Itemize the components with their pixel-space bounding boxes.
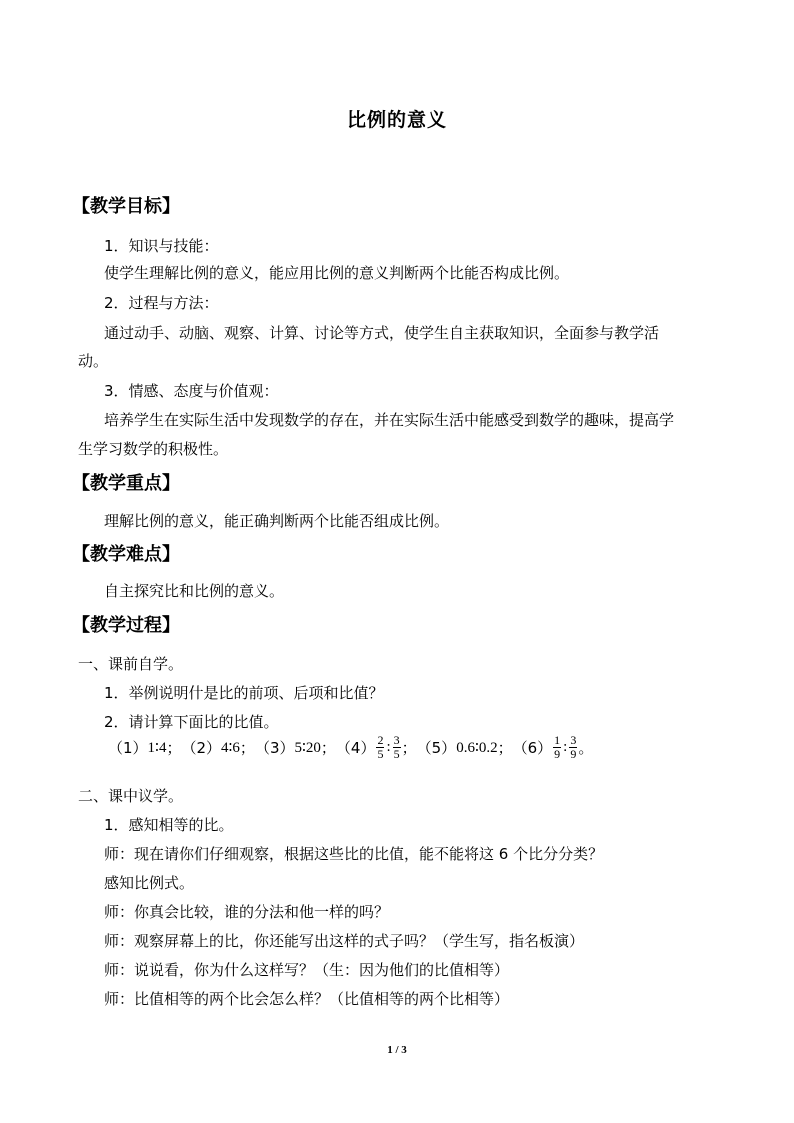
ratio-separator: ； bbox=[401, 739, 417, 757]
ratio-separator: ； bbox=[239, 739, 255, 757]
part2-item1: 1．感知相等的比。 bbox=[104, 816, 234, 834]
difficult-text: 自主探究比和比例的意义。 bbox=[104, 582, 285, 600]
ratio-end-mark: 。 bbox=[578, 739, 594, 757]
ratio-list bbox=[108, 734, 593, 761]
ratio1-value: 1∶4 bbox=[147, 740, 167, 756]
page-number: 1 / 3 bbox=[387, 1044, 407, 1056]
ratio-colon: : bbox=[563, 739, 568, 755]
numerator: 3 bbox=[393, 733, 400, 747]
part1-question2: 2．请计算下面比的比值。 bbox=[104, 713, 279, 731]
ratio5-label: （5） bbox=[416, 739, 457, 757]
ratio-colon: : bbox=[386, 739, 391, 755]
numerator: 2 bbox=[377, 733, 384, 747]
dialog-line: 师：比值相等的两个比会怎么样？（比值相等的两个比相等） bbox=[104, 990, 510, 1008]
goal1-label: 1．知识与技能： bbox=[104, 237, 219, 255]
numerator: 3 bbox=[570, 733, 577, 747]
ratio5-value: 0.6∶0.2 bbox=[456, 740, 498, 756]
ratio3-value: 5∶20 bbox=[294, 740, 321, 756]
key-heading: 【教学重点】 bbox=[72, 473, 180, 494]
ratio4-fraction-left bbox=[376, 734, 384, 761]
part1-question1: 1．举例说明什是比的前项、后项和比值？ bbox=[104, 684, 384, 702]
ratio2-label: （2） bbox=[181, 739, 222, 757]
key-text: 理解比例的意义，能正确判断两个比能否组成比例。 bbox=[104, 512, 450, 530]
ratio3-label: （3） bbox=[254, 739, 295, 757]
dialog-line: 师：现在请你们仔细观察，根据这些比的比值，能不能将这 6 个比分分类？ bbox=[104, 845, 604, 863]
dialog-line: 师：你真会比较，谁的分法和他一样的吗？ bbox=[104, 903, 390, 921]
ratio1-label: （1） bbox=[108, 739, 148, 757]
denominator: 9 bbox=[554, 747, 561, 761]
goal3-text: 培养学生在实际生活中发现数学的存在，并在实际生活中能感受到数学的趣味，提高学 bbox=[104, 411, 675, 429]
difficult-heading: 【教学难点】 bbox=[72, 544, 180, 565]
part1-title: 一、课前自学。 bbox=[78, 655, 184, 673]
dialog-line: 师：观察屏幕上的比，你还能写出这样的式子吗？（学生写，指名板演） bbox=[104, 932, 585, 950]
ratio6-fraction-right bbox=[569, 734, 577, 761]
ratio-separator: ； bbox=[166, 739, 182, 757]
denominator: 5 bbox=[393, 747, 400, 761]
goal2-label: 2．过程与方法： bbox=[104, 294, 219, 312]
ratio4-label: （4） bbox=[335, 739, 376, 757]
goal1-text: 使学生理解比例的意义，能应用比例的意义判断两个比能否构成比例。 bbox=[104, 264, 570, 282]
goal3-text-cont: 生学习数学的积极性。 bbox=[78, 440, 229, 458]
dialog-line: 感知比例式。 bbox=[104, 874, 195, 892]
goals-heading: 【教学目标】 bbox=[72, 196, 180, 217]
ratio6-label: （6） bbox=[512, 739, 553, 757]
part2-title: 二、课中议学。 bbox=[78, 787, 184, 805]
goal2-text: 通过动手、动脑、观察、计算、讨论等方式，使学生自主获取知识，全面参与教学活 bbox=[104, 324, 660, 342]
ratio-separator: ； bbox=[497, 739, 513, 757]
process-heading: 【教学过程】 bbox=[72, 615, 180, 636]
ratio-separator: ； bbox=[320, 739, 336, 757]
numerator: 1 bbox=[554, 733, 561, 747]
dialog-line: 师：说说看，你为什么这样写？（生：因为他们的比值相等） bbox=[104, 961, 510, 979]
goal2-text-cont: 动。 bbox=[78, 352, 109, 370]
goal3-label: 3．情感、态度与价值观： bbox=[104, 382, 279, 400]
ratio4-fraction-right bbox=[393, 734, 401, 761]
denominator: 9 bbox=[570, 747, 577, 761]
ratio6-fraction-left bbox=[553, 734, 561, 761]
denominator: 5 bbox=[377, 747, 384, 761]
ratio2-value: 4∶6 bbox=[221, 740, 240, 756]
page-title: 比例的意义 bbox=[346, 109, 447, 131]
